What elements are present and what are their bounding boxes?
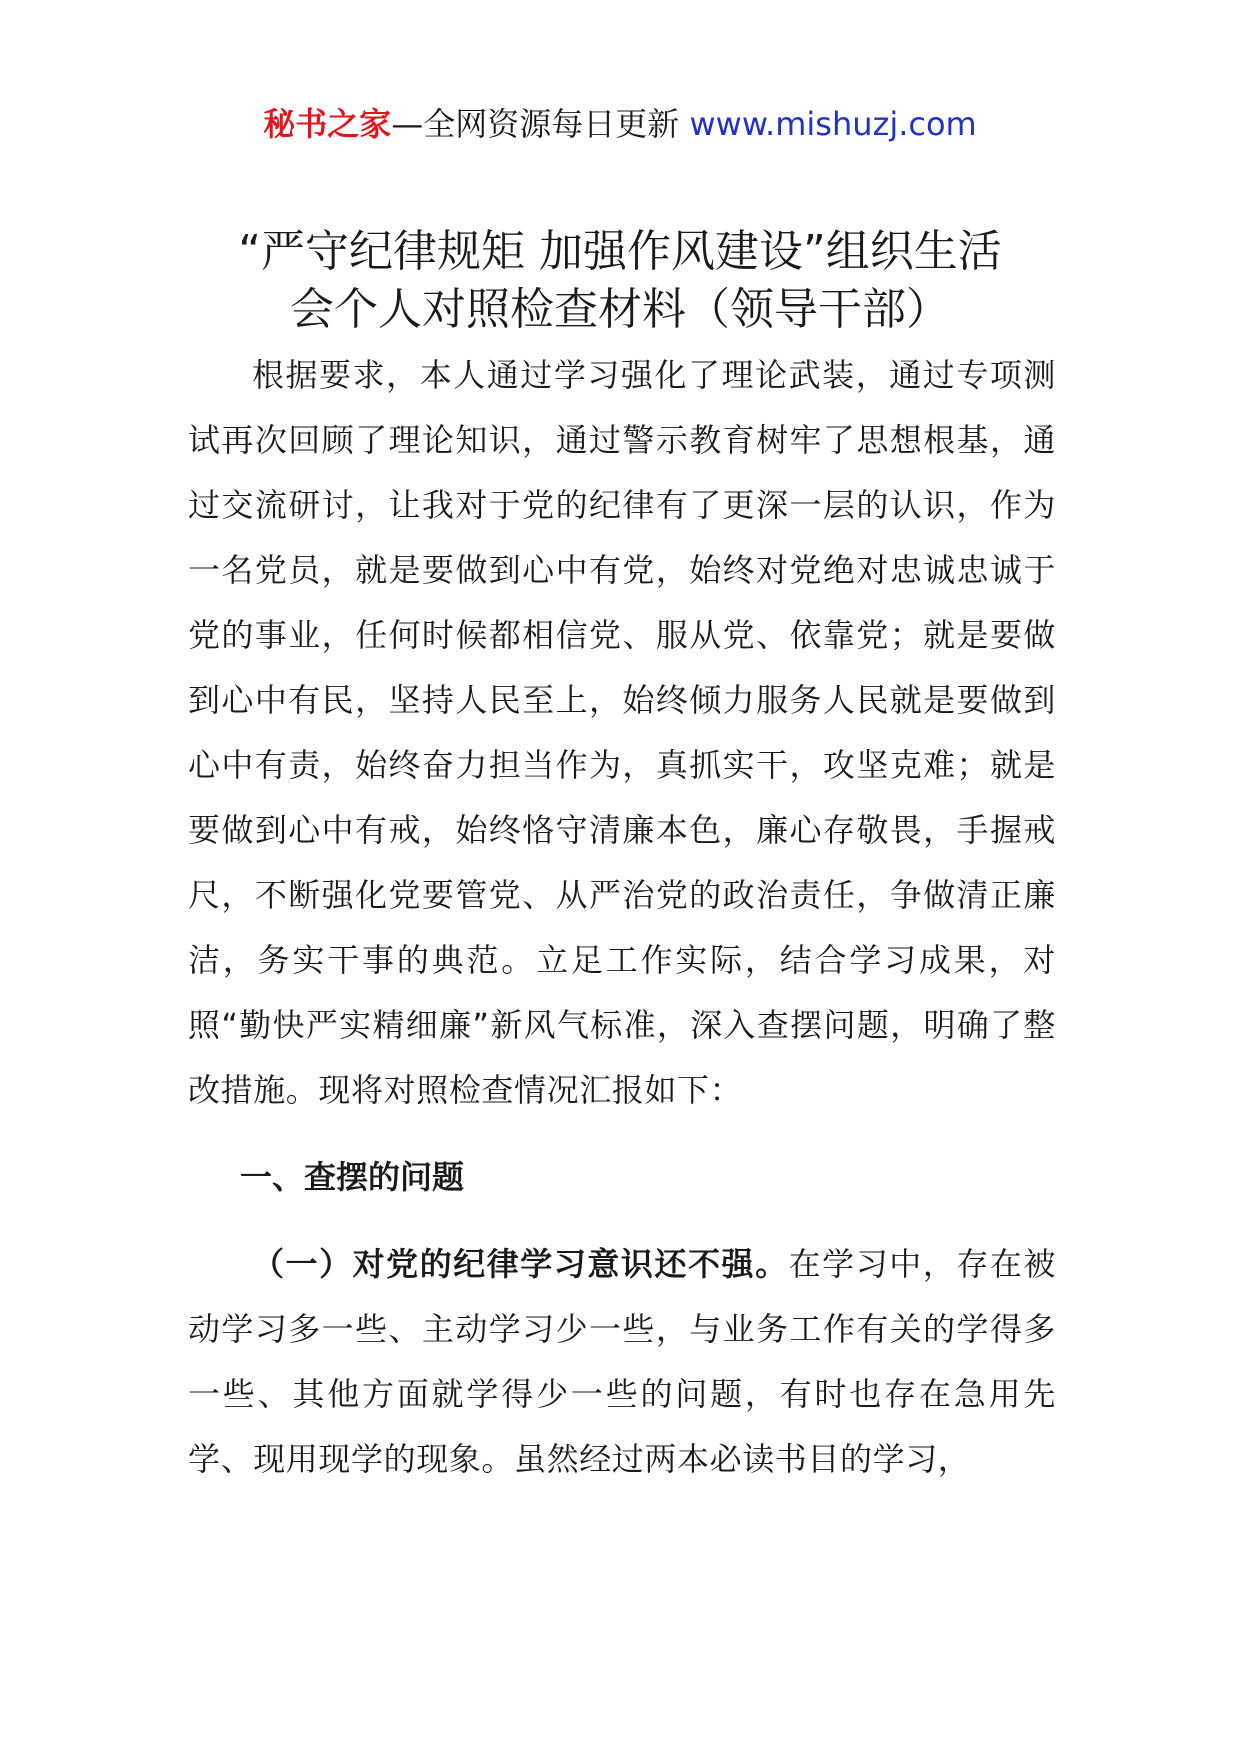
item-paragraph	[188, 1232, 1056, 1492]
title-line-1: “严守纪律规矩 加强作风建设”组织生活	[238, 226, 1002, 278]
site-banner	[0, 100, 1240, 148]
site-url-link[interactable]: www.mishuzj.com	[689, 105, 977, 143]
document-body	[188, 343, 1056, 1492]
document-title	[150, 223, 1090, 339]
intro-paragraph: 根据要求，本人通过学习强化了理论武装，通过专项测试再次回顾了理论知识，通过警示教育树牢了思想根基，通过交流研讨，让我对于党的纪律有了更深一层的认识，作为一名党员，就是要做到心中有党，始终对党绝对忠诚忠诚于党的事业，任何时候都相信党、服从党、依靠党；就是要做到心中有民，坚持人民至上，始终倾力服务人民就是要做到心中有责，始终奋力担当作为，真抓实干，攻坚克难；就是要做到心中有戒，始终恪守清廉本色，廉心存敬畏，手握戒尺，不断强化党要管党、从严治党的政治责任，争做清正廉洁，务实干事的典范。立足工作实际，结合学习成果，对照“勤快严实精细廉”新风气标准，深入查摆问题，明确了整改措施。现将对照检查情况汇报如下：	[188, 356, 1056, 1109]
item-body: 在学习中，存在被动学习多一些、主动学习少一些，与业务工作有关的学得多一些、其他方面就学得少一些的问题，有时也存在急用先学、现用现学的现象。虽然经过两本必读书目的学习，	[188, 1245, 1056, 1478]
banner-slogan: —全网资源每日更新	[391, 105, 680, 143]
section-heading: 一、查摆的问题	[240, 1158, 465, 1196]
item-lead: （一）对党的纪律学习意识还不强。	[252, 1245, 789, 1283]
brand-name: 秘书之家	[263, 105, 392, 143]
title-line-2: 会个人对照检查材料（领导干部）	[290, 284, 950, 336]
